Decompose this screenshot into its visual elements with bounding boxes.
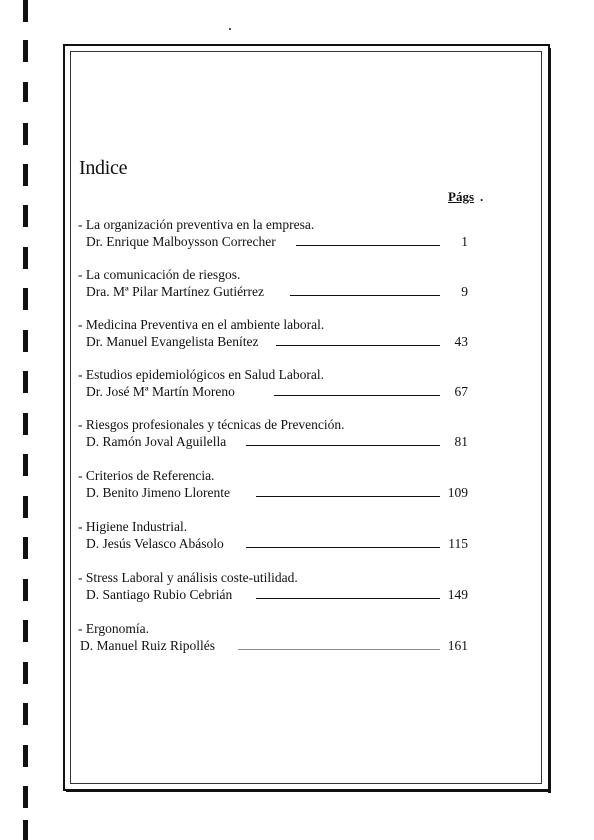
binding-mark [23,820,28,840]
toc-entry-author: Dr. Manuel Evangelista Benítez [86,334,259,349]
toc-entry-leader [256,496,440,497]
toc-entry-leader [274,395,440,396]
binding-mark [23,413,28,435]
toc-entry-author: Dra. Mª Pilar Martínez Gutiérrez [86,284,265,299]
binding-mark [23,123,28,145]
toc-entry-author: D. Manuel Ruiz Ripollés [80,638,215,653]
toc-entry [78,620,478,654]
toc-entry-topic: - Ergonomía. [78,621,149,636]
toc-entry [78,518,478,552]
toc-entry-author: Dr. Enrique Malboysson Correcher [86,234,276,249]
toc-entry-topic: - Higiene Industrial. [78,519,188,534]
pages-column-label-dot: . [480,189,484,204]
page-title: Indice [79,157,128,179]
toc-entry-topic: - Riesgos profesionales y técnicas de Prevención. [78,417,345,432]
toc-entry-page: 161 [447,638,468,653]
binding-mark [23,164,28,186]
binding-mark [23,454,28,476]
toc-entry-author: D. Jesús Velasco Abásolo [86,536,224,551]
binding-mark [23,330,28,352]
toc-entry-topic: - La comunicación de riesgos. [78,267,241,282]
toc-entry-author: D. Santiago Rubio Cebrián [86,587,233,602]
toc-entry-page: 1 [461,234,468,249]
toc-entry [78,467,478,501]
toc-entry-page: 67 [454,384,468,399]
toc-entry-author: D. Ramón Joval Aguilella [86,434,227,449]
toc-entry-topic: - Medicina Preventiva en el ambiente laboral. [78,317,325,332]
toc-entry [78,316,478,350]
binding-mark [23,288,28,310]
binding-mark [23,620,28,642]
binding-mark [23,662,28,684]
toc-entry-topic: - Stress Laboral y análisis coste-utilidad. [78,570,298,585]
binding-mark [23,496,28,518]
toc-entry-leader [296,245,440,246]
binding-mark [23,786,28,808]
binding-mark [23,0,28,22]
toc-entry [78,266,478,300]
toc-entry-leader [290,295,440,296]
binding-mark [23,205,28,227]
toc-entry-page: 9 [461,284,468,299]
binding-mark [23,40,28,62]
binding-mark [23,537,28,559]
scan-speck [229,28,231,30]
toc-entry [78,216,478,250]
toc-entry-leader [256,598,440,599]
toc-entry-leader [276,345,440,346]
toc-entry-topic: - Criterios de Referencia. [78,468,215,483]
binding-mark [23,371,28,393]
toc-entry-leader [246,445,440,446]
frame-shadow [66,789,550,792]
binding-mark [23,82,28,102]
toc-entry-topic: - Estudios epidemiológicos en Salud Laboral. [78,367,324,382]
binding-mark [23,247,28,269]
toc-entry-page: 115 [448,536,468,551]
toc-entry [78,366,478,400]
toc-entry-author: Dr. José Mª Martín Moreno [86,384,235,399]
pages-column-label: Págs [448,189,474,204]
toc-entry-leader [238,649,440,650]
toc-entry-topic: - La organización preventiva en la empresa. [78,217,315,232]
toc-entry-leader [246,547,440,548]
toc-entry-page: 109 [447,485,468,500]
toc-entry [78,569,478,603]
toc-entry [78,416,478,450]
toc-entry-page: 149 [447,587,468,602]
toc-entry-page: 43 [454,334,468,349]
binding-mark [23,579,28,601]
binding-mark [23,703,28,725]
frame-shadow [548,48,551,793]
toc-entry-author: D. Benito Jimeno Llorente [86,485,230,500]
toc-entry-page: 81 [454,434,468,449]
binding-mark [23,745,28,767]
